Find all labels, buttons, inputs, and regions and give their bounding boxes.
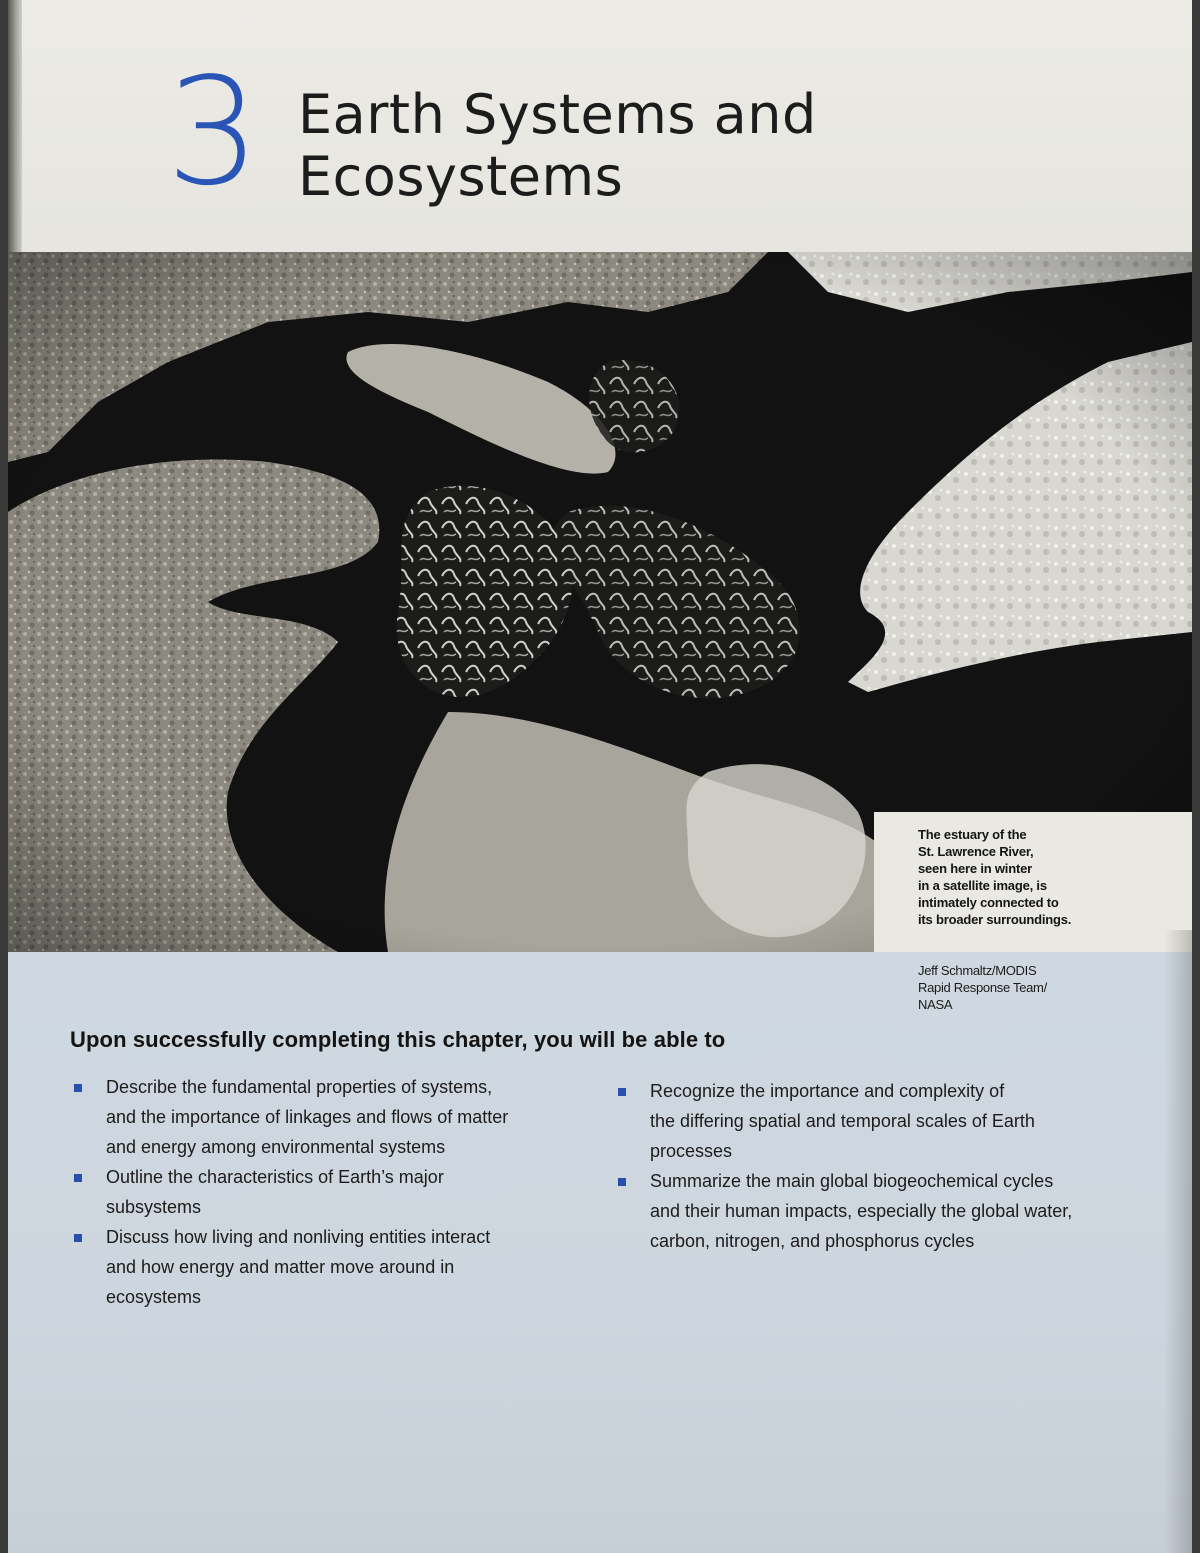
photo-caption — [918, 826, 1118, 928]
objectives-list-left — [70, 1072, 570, 1312]
page-edge-shadow — [1164, 930, 1192, 1553]
square-bullet-icon — [74, 1084, 82, 1092]
chapter-title-line-1: Earth Systems and — [298, 83, 817, 146]
chapter-header — [8, 0, 1192, 255]
objective-item: Discuss how living and nonliving entities interact and how energy and matter move around in ecosystems — [70, 1222, 570, 1312]
caption-line: St. Lawrence River, — [918, 844, 1034, 859]
objective-item: Outline the characteristics of Earth’s major subsystems — [70, 1162, 570, 1222]
chapter-number: 3 — [166, 46, 261, 218]
square-bullet-icon — [74, 1174, 82, 1182]
objectives-heading: Upon successfully completing this chapter, you will be able to — [70, 1027, 726, 1052]
caption-line: in a satellite image, is — [918, 878, 1047, 893]
caption-line: intimately connected to — [918, 895, 1059, 910]
photo-credit — [918, 962, 1098, 1013]
credit-line: NASA — [918, 997, 953, 1012]
caption-line: The estuary of the — [918, 827, 1027, 842]
credit-line: Rapid Response Team/ — [918, 980, 1047, 995]
caption-line: its broader surroundings. — [918, 912, 1072, 927]
chapter-title — [298, 84, 817, 208]
objective-item: Summarize the main global biogeochemical cycles and their human impacts, especially the global water, carbon, nitrogen, and phosphorus cycles — [614, 1166, 1094, 1256]
square-bullet-icon — [618, 1178, 626, 1186]
credit-line: Jeff Schmaltz/MODIS — [918, 963, 1037, 978]
chapter-title-line-2: Ecosystems — [298, 145, 624, 208]
objective-item: Recognize the importance and complexity of the differing spatial and temporal scales of Earth processes — [614, 1076, 1094, 1166]
square-bullet-icon — [74, 1234, 82, 1242]
caption-line: seen here in winter — [918, 861, 1032, 876]
square-bullet-icon — [618, 1088, 626, 1096]
textbook-page — [8, 0, 1192, 1553]
objective-item: Describe the fundamental properties of systems, and the importance of linkages and flows of matter and energy among environmental systems — [70, 1072, 570, 1162]
objectives-list-right — [614, 1076, 1094, 1256]
